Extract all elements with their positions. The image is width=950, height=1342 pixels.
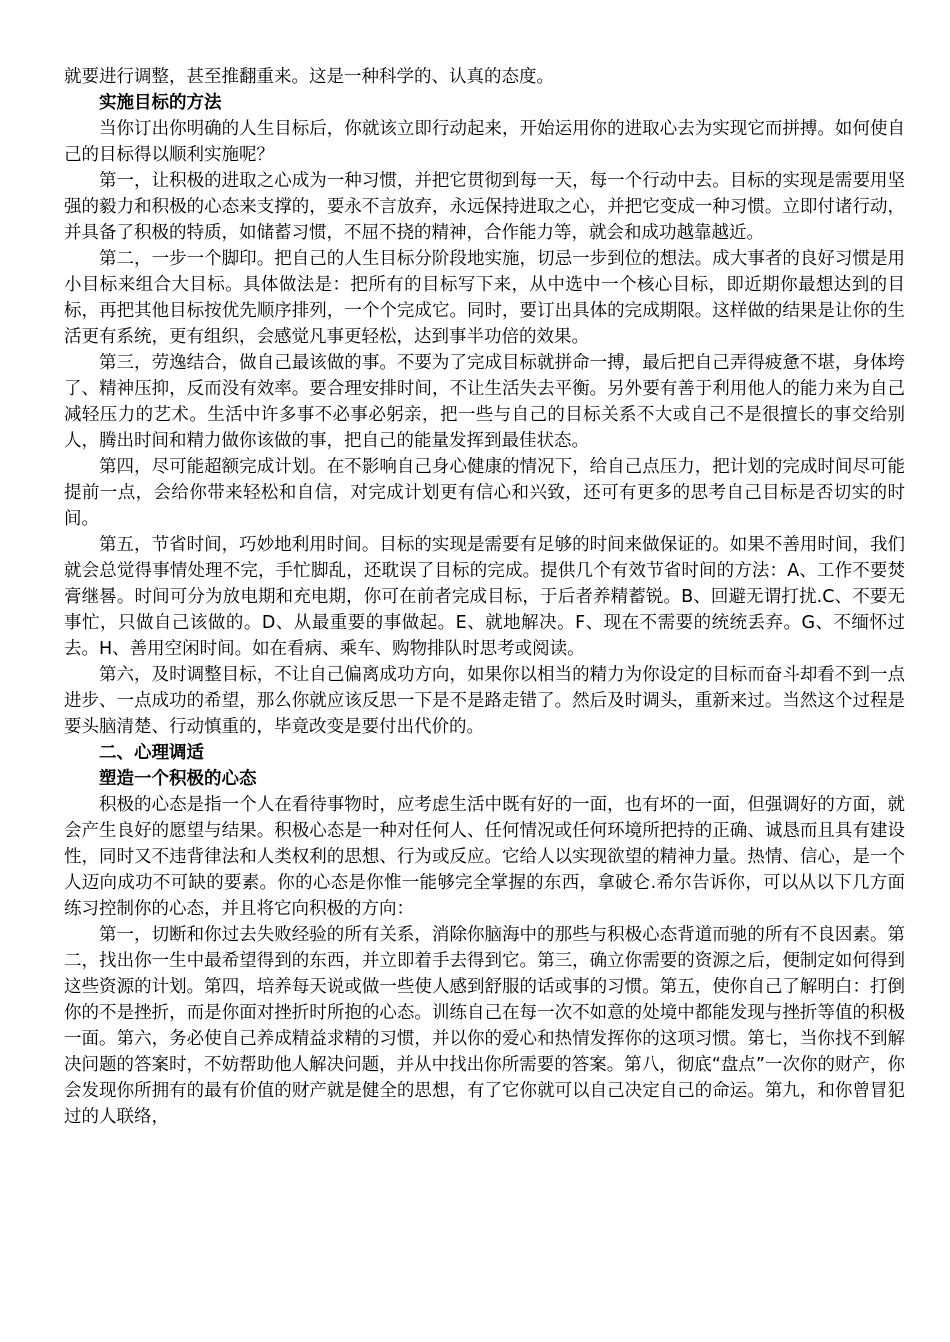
body-paragraph: 就要进行调整，甚至推翻重来。这是一种科学的、认真的态度。 [64, 67, 554, 87]
body-paragraph: 积极的心态是指一个人在看待事物时，应考虑生活中既有好的一面，也有坏的一面，但强调好的方面，就会产生良好的愿望与结果。积极心态是一种对任何人、任何情况或任何环境所把持的正确、诚恳而且具有建设性，同时又不违背律法和人类权利的思想、行为或反应。它给人以实现欲望的精神力量。热情、信心，是一个人迈向成功不可缺的要素。你的心态是你惟一能够完全掌握的东西，拿破仑.希尔告诉你，可以从以下几方面练习控制你的心态，并且将它向积极的方向： [64, 795, 905, 919]
body-paragraph: 第一，让积极的进取之心成为一种习惯，并把它贯彻到每一天，每一个行动中去。目标的实现是需要用坚强的毅力和积极的心态来支撑的，要永不言放弃，永远保持进取之心，并把它变成一种习惯。立即付诸行动，并具备了积极的特质，如储蓄习惯，不屈不挠的精神，合作能力等，就会和成功越靠越近。 [64, 171, 905, 243]
body-paragraph: 第一，切断和你过去失败经验的所有关系，消除你脑海中的那些与积极心态背道而驰的所有不良因素。第二，找出你一生中最希望得到的东西，并立即着手去得到它。第三，确立你需要的资源之后，便制定如何得到这些资源的计划。第四，培养每天说或做一些使人感到舒服的话或事的习惯。第五，使你自己了解明白：打倒你的不是挫折，而是你面对挫折时所抱的心态。训练自己在每一次不如意的处境中都能发现与挫折等值的积极一面。第六，务必使自己养成精益求精的习惯，并以你的爱心和热情发挥你的这项习惯。第七，当你找不到解决问题的答案时，不妨帮助他人解决问题，并从中找出你所需要的答案。第八，彻底“盘点”一次你的财产，你会发现你所拥有的最有价值的财产就是健全的思想，有了它你就可以自己决定自己的命运。第九，和你曾冒犯过的人联络， [64, 925, 905, 1127]
body-paragraph: 第五，节省时间，巧妙地利用时间。目标的实现是需要有足够的时间来做保证的。如果不善用时间，我们就会总觉得事情处理不完，手忙脚乱，还耽误了目标的完成。提供几个有效节省时间的方法：A、工作不要焚膏继晷。时间可分为放电期和充电期，你可在前者完成目标，于后者养精蓄锐。B、回避无谓打扰.C、不要无事忙，只做自己该做的。D、从最重要的事做起。E、就地解决。F、现在不需要的统统丢弃。G、不缅怀过去。H、善用空闲时间。如在看病、乘车、购物排队时思考或阅读。 [64, 535, 905, 659]
body-paragraph: 第三，劳逸结合，做自己最该做的事。不要为了完成目标就拼命一搏，最后把自己弄得疲惫不堪，身体垮了、精神压抑，反而没有效率。要合理安排时间，不让生活失去平衡。另外要有善于利用他人的能力来为自己减轻压力的艺术。生活中许多事不必事必躬亲，把一些与自己的目标关系不大或自己不是很擅长的事交给别人，腾出时间和精力做你该做的事，把自己的能量发挥到最佳状态。 [64, 353, 905, 451]
section-heading: 实施目标的方法 [99, 93, 222, 113]
body-paragraph: 第六，及时调整目标，不让自己偏离成功方向，如果你以相当的精力为你设定的目标而奋斗却看不到一点进步、一点成功的希望，那么你就应该反思一下是不是路走错了。然后及时调头，重新来过。当然这个过程是要头脑清楚、行动慎重的，毕竟改变是要付出代价的。 [64, 665, 905, 737]
section-heading: 二、心理调适 [99, 743, 204, 763]
body-paragraph: 第四，尽可能超额完成计划。在不影响自己身心健康的情况下，给自己点压力，把计划的完成时间尽可能提前一点，会给你带来轻松和自信，对完成计划更有信心和兴致，还可有更多的思考自己目标是否切实的时间。 [64, 457, 905, 529]
body-paragraph: 当你订出你明确的人生目标后，你就该立即行动起来，开始运用你的进取心去为实现它而拼搏。如何使自己的目标得以顺利实施呢？ [64, 119, 905, 165]
document-body [64, 64, 905, 1130]
body-paragraph: 第二，一步一个脚印。把自己的人生目标分阶段地实施，切忌一步到位的想法。成大事者的良好习惯是用小目标来组合大目标。具体做法是：把所有的目标写下来，从中选中一个核心目标，即近期你最想达到的目标，再把其他目标按优先顺序排列，一个个完成它。同时，要订出具体的完成期限。这样做的结果是让你的生活更有系统，更有组织，会感觉凡事更轻松，达到事半功倍的效果。 [64, 249, 905, 347]
section-heading: 塑造一个积极的心态 [99, 769, 257, 789]
